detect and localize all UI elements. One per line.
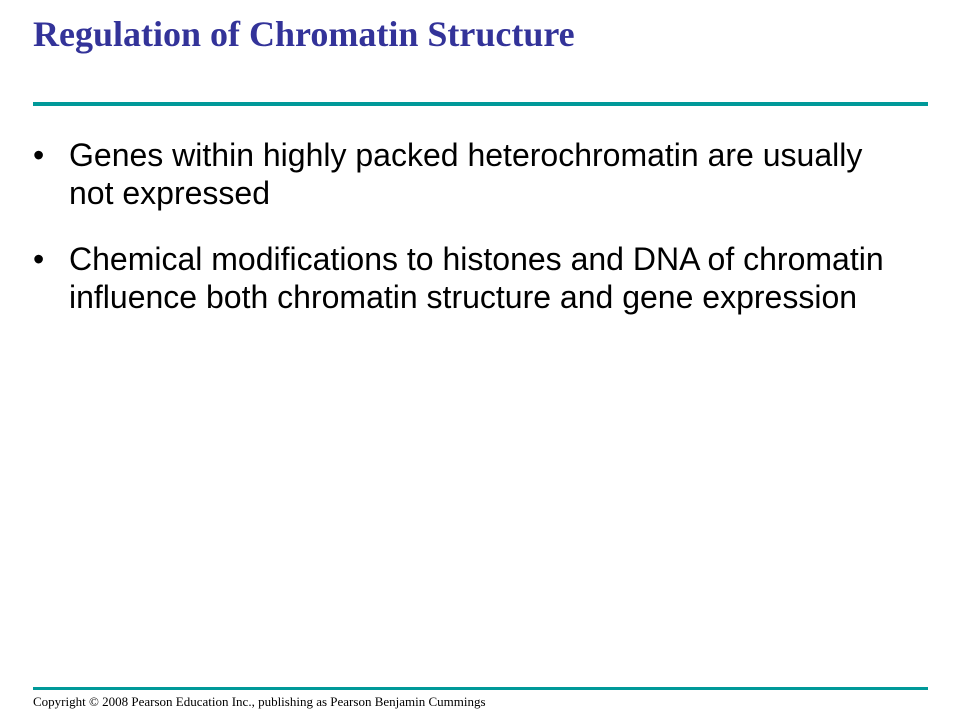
- footer-divider: [33, 687, 928, 690]
- bullet-text: Chemical modifications to histones and DNA of chromatin influence both chromatin structure and gene expression: [69, 241, 884, 315]
- slide-title: Regulation of Chromatin Structure: [33, 14, 575, 54]
- bullet-icon: •: [33, 137, 45, 173]
- bullet-text: Genes within highly packed heterochromatin are usually not expressed: [69, 137, 863, 211]
- bullet-list: [33, 136, 913, 344]
- copyright-footer: Copyright © 2008 Pearson Education Inc., publishing as Pearson Benjamin Cummings: [33, 694, 486, 709]
- bullet-item: [33, 136, 913, 212]
- title-divider: [33, 102, 928, 106]
- bullet-icon: •: [33, 241, 45, 277]
- bullet-item: [33, 240, 913, 316]
